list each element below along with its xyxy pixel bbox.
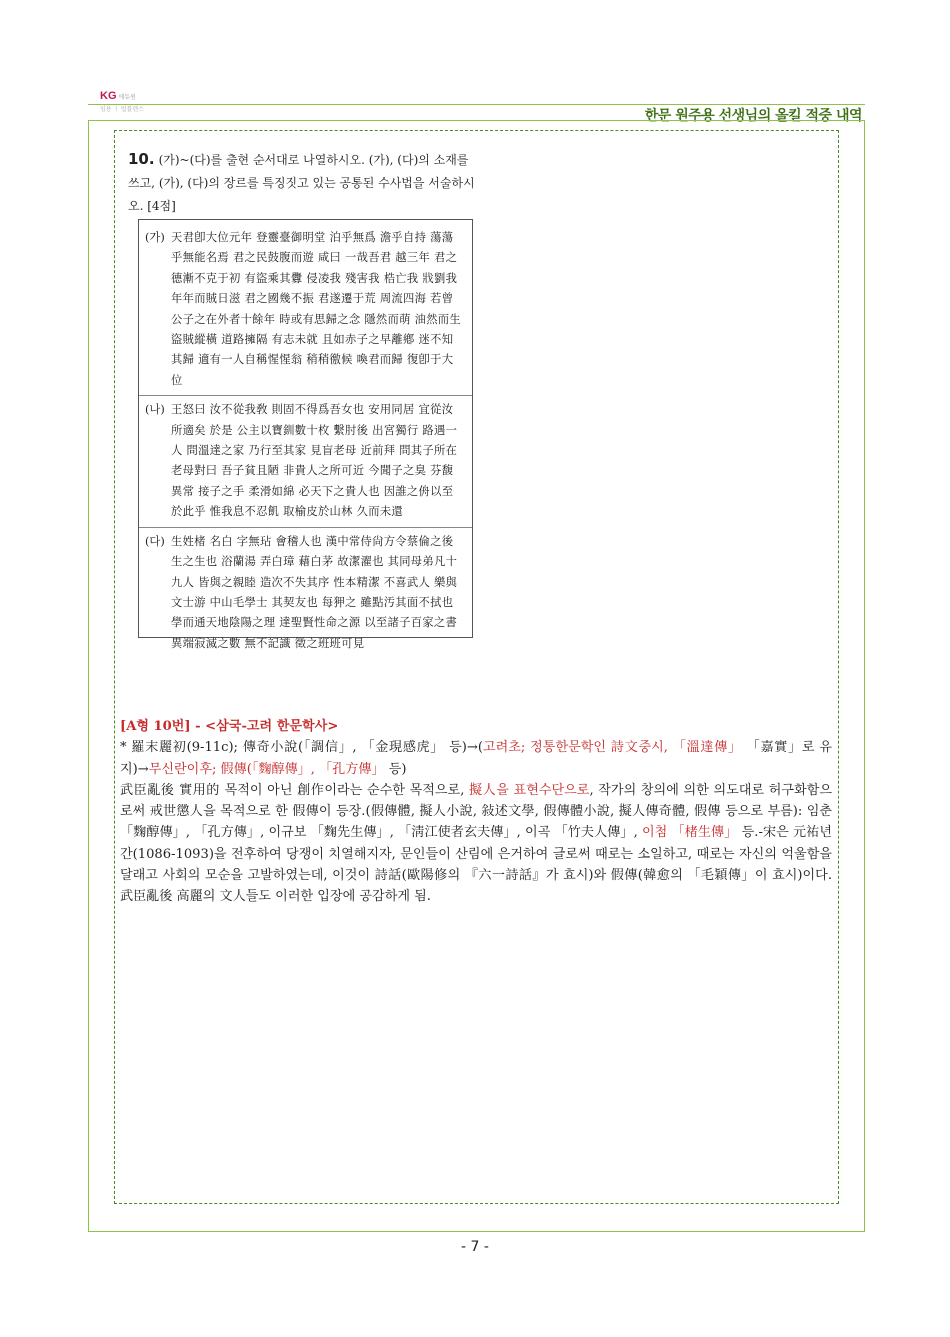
passage-label: (다)	[145, 534, 165, 548]
passage-text: 天君卽大位元年 登靈臺御明堂 泊乎無爲 澹乎自持 蕩蕩乎無能名焉 君之民鼓腹而遊 咸曰 一哉吾君 越三年 君之德漸不克于初 有盜乘其釁 侵凌我 殘害我 梏亡我 戕劉我 年年而賊日滋 君之國幾不振 君遂遷于荒 周流四海 若曾公子之在外者十餘年 時或有思歸之念 隱然而萌 油然而生 盜賊縱橫 道路擁隔 有志未就 且如赤子之早離鄕 迷不知其歸 適有一人自稱惺惺翁 稍稍徼候 喚君而歸 復卽于大位	[171, 231, 462, 387]
answer-heading: [A형 10번] - <삼국-고려 한문학사>	[120, 719, 339, 734]
page-header-title: 한문 원주용 선생님의 올킬 적중 내역	[644, 108, 862, 124]
passage-text: 生姓楮 名白 字無玷 會稽人也 漢中常侍尙方令蔡倫之後 生之生也 浴蘭湯 弄白璋 藉白茅 故潔濯也 其同母弟凡十九人 皆與之親睦 造次不失其序 性本精潔 不喜武人 樂與文士游 中山毛學士 其契友也 每狎之 雖點汚其面不拭也 學而通天地陰陽之理 達聖賢性命之源 以至諸子百家之書 異端寂滅之數 無不記識 徵之班班可見	[171, 534, 458, 650]
page-number: - 7 -	[461, 1239, 489, 1255]
passage-ga	[145, 228, 464, 391]
passage-divider	[139, 395, 472, 396]
logo-kg: KG	[100, 90, 117, 102]
passage-da	[145, 532, 464, 654]
passage-box	[138, 219, 473, 650]
passage-na	[145, 400, 464, 522]
answer-highlight: 이첨 「楮生傳」	[642, 825, 738, 841]
question-prompt: (가)~(다)를 출현 순서대로 나열하시오. (가), (다)의 소재를 쓰고, (가), (다)의 장르를 특징짓고 있는 공통된 수사법을 서술하시오. [4점]	[128, 153, 475, 213]
question-number: 10.	[128, 150, 155, 168]
answer-line-1	[120, 737, 832, 780]
answer-text: 「嘉實」로 유지)→	[120, 740, 832, 777]
answer-paragraph	[120, 780, 832, 908]
answer-highlight: 擬人을 표현수단으로	[469, 782, 590, 798]
header-divider	[88, 104, 865, 105]
passage-label: (가)	[145, 231, 165, 244]
answer-section	[120, 716, 832, 908]
answer-text: , 작가의 창의에 의한 의도대로 허구화함으로써 戒世懲人을 목적으로 한 假傳이 등장.(假傳體, 擬人小說, 敍述文學, 假傳體小說, 擬人傳奇體, 假傳 등으로 부름): 임춘 「麴醇傳」, 「孔方傳」, 이규보 「麴先生傳」, 「淸江使者玄夫傳」, 이곡 「竹夫人傳」,	[120, 782, 832, 841]
answer-text: * 羅末麗初(9-11c); 傳奇小說(「調信」, 「金現感虎」 등)→(	[120, 740, 483, 756]
logo-tagline: 에듀원	[118, 95, 136, 101]
logo-subtitle: 임용 ㅣ 법률랜스	[100, 107, 144, 113]
answer-text: 武臣亂後 實用的 목적이 아닌 創作이라는 순수한 목적으로,	[120, 782, 470, 798]
passage-text: 王怒曰 汝不從我敎 則固不得爲吾女也 安用同居 宜從汝所適矣 於是 公主以寶釧數十枚 繫肘後 出宮獨行 路遇一人 問溫達之家 乃行至其家 見盲老母 近前拜 問其子所在 老母對曰 吾子貧且陋 非貴人之所可近 今聞子之臭 芬馥異常 接子之手 柔滑如綿 必天下之貴人也 因誰之侜以至於此乎 惟我息不忍飢 取榆皮於山林 久而未還	[171, 403, 458, 519]
passage-divider	[139, 527, 472, 528]
answer-text: 등)	[384, 761, 407, 777]
answer-highlight: 고려초; 정통한문학인 詩文중시, 「溫達傳」	[482, 740, 742, 756]
passage-label: (나)	[145, 403, 165, 417]
answer-text: 등.-宋은 元祐년간(1086-1093)을 전후하여 당쟁이 치열해지자, 문인들이 산림에 은거하여 글로써 때로는 소일하고, 때로는 자신의 억울함을 달래고 사회의 모순을 고발하였는데, 이것이 詩話(歐陽修의 『六一詩話』가 효시)와 假傳(韓愈의 「毛穎傳」이 효시)이다. 武臣亂後 高麗의 文人들도 이러한 입장에 공감하게 됨.	[120, 825, 833, 905]
question-block	[128, 148, 478, 218]
answer-highlight: 무신란이후; 假傳(「麴醇傳」, 「孔方傳」	[148, 761, 385, 777]
